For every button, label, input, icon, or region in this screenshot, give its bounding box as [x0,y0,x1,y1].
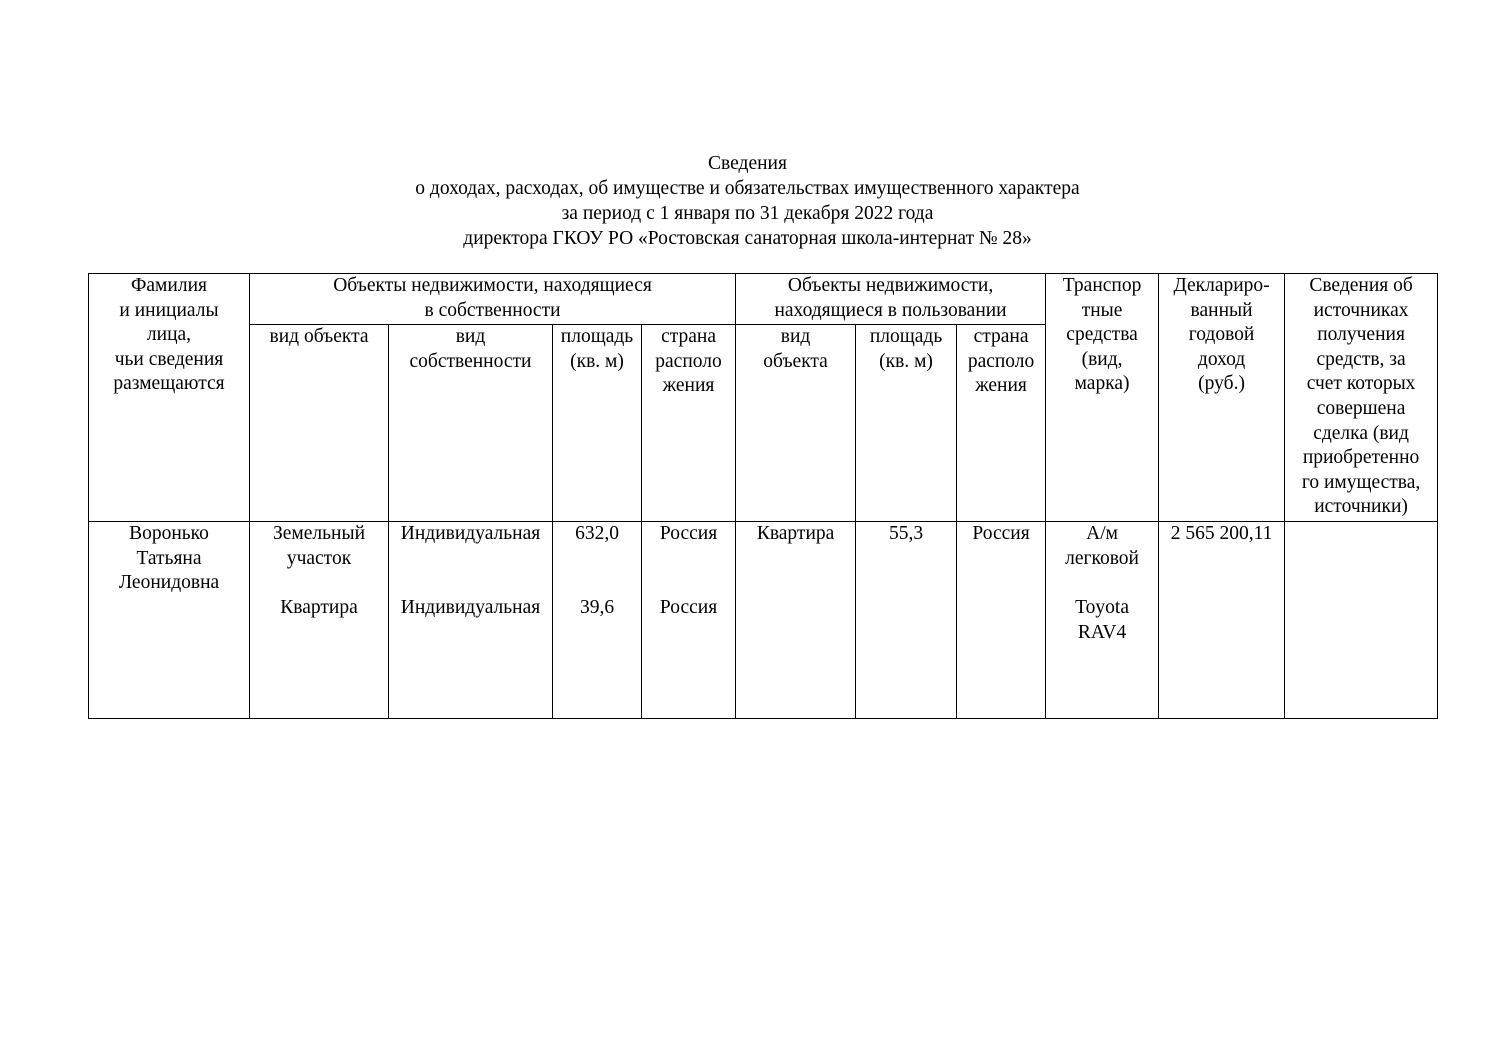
title-line-2: о доходах, расходах, об имуществе и обязательствах имущественного характера [415,178,1080,199]
header-owned-country: страна располо жения [642,325,736,522]
person-name: Воронько Татьяна Леонидовна [89,522,250,719]
header-owned-area: площадь (кв. м) [553,325,642,522]
title-line-4: директора ГКОУ РО «Ростовская санаторная школа-интернат № 28» [463,228,1032,249]
title-line-3: за период с 1 января по 31 декабря 2022 года [561,203,934,224]
table-row [89,522,1438,719]
owned-ownership-1: Индивидуальная [400,523,541,544]
header-owned-ownership: вид собственности [389,325,553,522]
owned-country-cell [642,522,736,719]
header-transport: Транспор тные средства (вид, марка) [1046,274,1159,522]
document-title [0,151,1495,251]
title-line-1: Сведения [708,153,787,174]
owned-type-1: Земельный участок [272,523,365,569]
used-type-cell: Квартира [736,522,856,719]
owned-country-1: Россия [659,523,718,544]
owned-ownership-cell [389,522,553,719]
transport-cell [1046,522,1159,719]
header-used-area: площадь (кв. м) [856,325,957,522]
transport-model: Toyota RAV4 [1075,597,1129,643]
owned-type-2: Квартира [280,597,358,619]
owned-type-cell [250,522,389,719]
header-income: Деклариро- ванный годовой доход (руб.) [1159,274,1285,522]
header-person: Фамилия и инициалы лица, чьи сведения размещаются [89,274,250,522]
header-owned-type: вид объекта [250,325,389,522]
income-cell: 2 565 200,11 [1159,522,1285,719]
owned-area-cell [553,522,642,719]
owned-ownership-2: Индивидуальная [400,596,541,618]
owned-area-1: 632,0 [575,523,619,544]
header-row-1 [89,274,1438,325]
transport-kind: А/м легковой [1065,523,1139,569]
used-area-cell: 55,3 [856,522,957,719]
owned-area-2: 39,6 [579,596,615,618]
header-owned-group: Объекты недвижимости, находящиеся в собственности [250,274,736,325]
header-used-type: вид объекта [736,325,856,522]
header-used-group: Объекты недвижимости, находящиеся в пользовании [736,274,1046,325]
header-sources: Сведения об источниках получения средств, за счет которых совершена сделка (вид приобретенно го имущества, источники) [1285,274,1438,522]
declaration-table [88,273,1438,719]
owned-country-2: Россия [659,596,718,618]
sources-cell [1285,522,1438,719]
used-country-cell: Россия [957,522,1046,719]
header-used-country: страна располо жения [957,325,1046,522]
